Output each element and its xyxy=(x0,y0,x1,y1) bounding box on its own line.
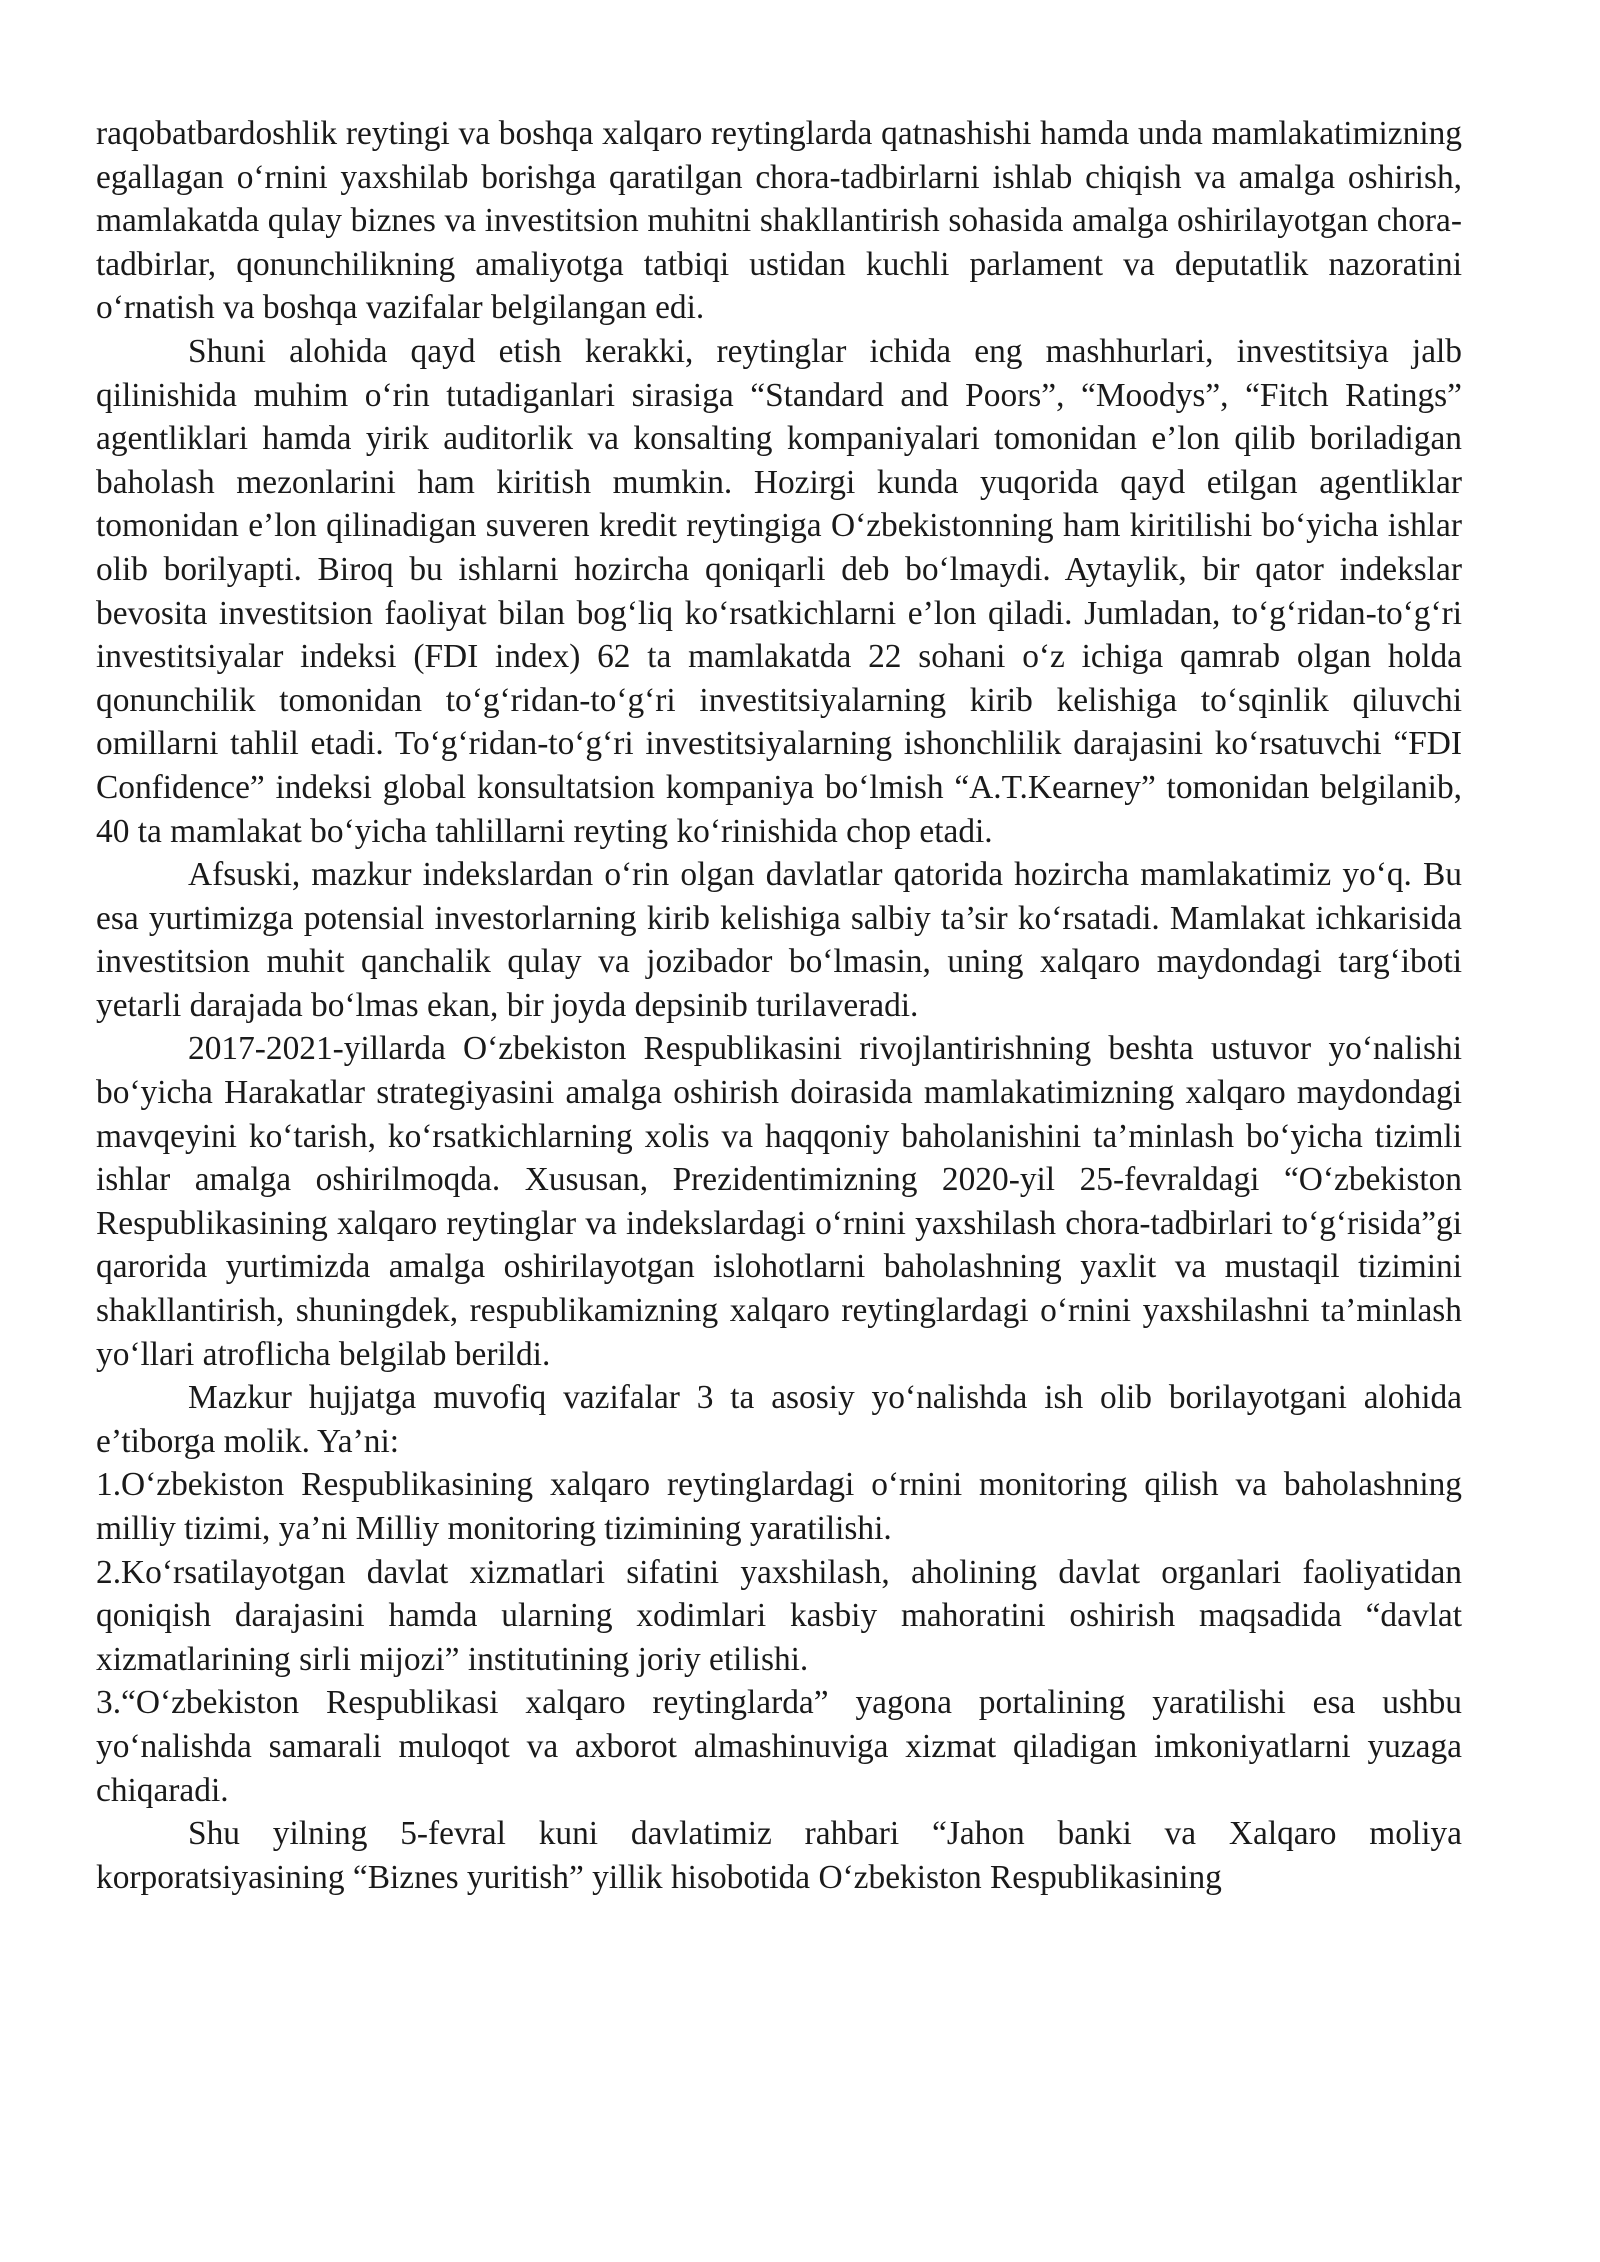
paragraph-february-meeting: Shu yilning 5-fevral kuni davlatimiz rahbari “Jahon banki va Xalqaro moliya korporatsiyasining “Biznes yuritish” yillik hisobotida O‘zbekiston Respublikasining xyxy=(96,1815,1462,1896)
paragraph-document-tasks: Mazkur hujjatga muvofiq vazifalar 3 ta asosiy yo‘nalishda ish olib borilayotgani alohida e’tiborga molik. Ya’ni: xyxy=(96,1379,1462,1460)
list-item-3: 3.“O‘zbekiston Respublikasi xalqaro reytinglarda” yagona portalining yaratilishi esa ushbu yo‘nalishda samarali muloqot va axborot almashinuviga xizmat qiladigan imkoniyatlarni yuzaga chiqaradi. xyxy=(96,1684,1462,1809)
paragraph-rating-agencies: Shuni alohida qayd etish kerakki, reytinglar ichida eng mashhurlari, investitsiya jalb qilinishida muhim o‘rin tutadiganlari sirasiga “Standard and Poors”, “Moodys”, “Fitch Ratings” agentliklari hamda yirik auditorlik va konsalting kompaniyalari tomonidan e’lon qilib boriladigan baholash mezonlarini ham kiritish mumkin. Hozirgi kunda yuqorida qayd etilgan agentliklar tomonidan e’lon qilinadigan suveren kredit reytingiga O‘zbekistonning ham kiritilishi bo‘yicha ishlar olib borilyapti. Biroq bu ishlarni hozircha qoniqarli deb bo‘lmaydi. Aytaylik, bir qator indekslar bevosita investitsion faoliyat bilan bog‘liq ko‘rsatkichlarni e’lon qiladi. Jumladan, to‘g‘ridan-to‘g‘ri investitsiyalar indeksi (FDI index) 62 ta mamlakatda 22 sohani o‘z ichiga qamrab olgan holda qonunchilik tomonidan to‘g‘ridan-to‘g‘ri investitsiyalarning kirib kelishiga to‘sqinlik qiluvchi omillarni tahlil etadi. To‘g‘ridan-to‘g‘ri investitsiyalarning ishonchlilik darajasini ko‘rsatuvchi “FDI Confidence” indeksi global konsultatsion kompaniya bo‘lmish “A.T.Kearney” tomonidan belgilanib, 40 ta mamlakat bo‘yicha tahlillarni reyting ko‘rinishida chop etadi. xyxy=(96,332,1462,850)
list-item-1: 1.O‘zbekiston Respublikasining xalqaro reytinglardagi o‘rnini monitoring qilish va baholashning milliy tizimi, ya’ni Milliy monitoring tizimining yaratilishi. xyxy=(96,1466,1462,1547)
paragraph-indexes-absence: Afsuski, mazkur indekslardan o‘rin olgan davlatlar qatorida hozircha mamlakatimiz yo‘q. Bu esa yurtimizga potensial investorlarning kirib kelishiga salbiy ta’sir ko‘rsatadi. Mamlakat ichkarisida investitsion muhit qanchalik qulay va jozibador bo‘lmasin, uning xalqaro maydondagi targ‘iboti yetarli darajada bo‘lmas ekan, bir joyda depsinib turilaveradi. xyxy=(96,856,1462,1024)
document-page xyxy=(96,112,1462,1899)
paragraph-action-strategy: 2017-2021-yillarda O‘zbekiston Respublikasini rivojlantirishning beshta ustuvor yo‘nalishi bo‘yicha Harakatlar strategiyasini amalga oshirish doirasida mamlakatimizning xalqaro maydondagi mavqeyini ko‘tarish, ko‘rsatkichlarning xolis va haqqoniy baholanishini ta’minlash bo‘yicha tizimli ishlar amalga oshirilmoqda. Xususan, Prezidentimizning 2020-yil 25-fevraldagi “O‘zbekiston Respublikasining xalqaro reytinglar va indekslardagi o‘rnini yaxshilash chora-tadbirlari to‘g‘risida”gi qarorida yurtimizda amalga oshirilayotgan islohotlarni baholashning yaxlit va mustaqil tizimini shakllantirish, shuningdek, respublikamizning xalqaro reytinglardagi o‘rnini yaxshilashni ta’minlash yo‘llari atroflicha belgilab berildi. xyxy=(96,1030,1462,1373)
list-item-2: 2.Ko‘rsatilayotgan davlat xizmatlari sifatini yaxshilash, aholining davlat organlari faoliyatidan qoniqish darajasini hamda ularning xodimlari kasbiy mahoratini oshirish maqsadida “davlat xizmatlarining sirli mijozi” institutining joriy etilishi. xyxy=(96,1553,1462,1678)
paragraph-continuation: raqobatbardoshlik reytingi va boshqa xalqaro reytinglarda qatnashishi hamda unda mamlakatimizning egallagan o‘rnini yaxshilab borishga qaratilgan chora-tadbirlarni ishlab chiqish va amalga oshirish, mamlakatda qulay biznes va investitsion muhitni shakllantirish sohasida amalga oshirilayotgan chora-tadbirlar, qonunchilikning amaliyotga tatbiqi ustidan kuchli parlament va deputatlik nazoratini o‘rnatish va boshqa vazifalar belgilangan edi. xyxy=(96,115,1462,327)
